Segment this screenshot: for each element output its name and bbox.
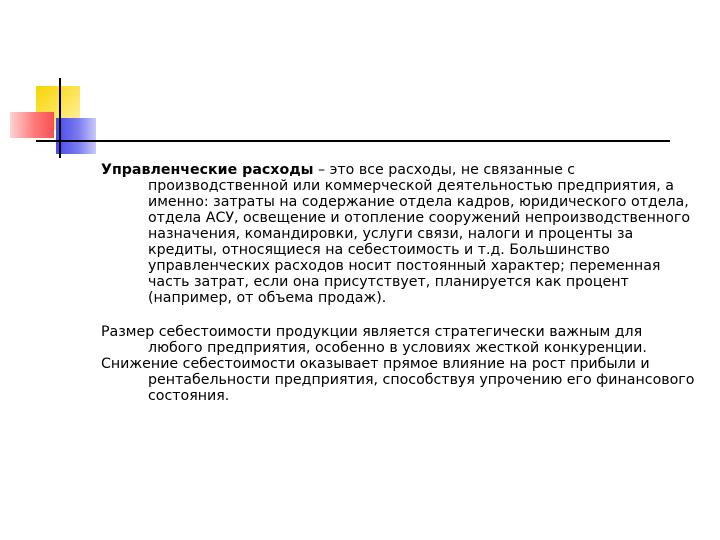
paragraph-cost-importance: Размер себестоимости продукции является стратегически важным для любого предприятия, особенно в условиях жесткой конкуренции. <box>101 324 647 356</box>
paragraph-cost-reduction: Снижение себестоимости оказывает прямое влияние на рост прибыли и рентабельности предприятия, способствуя упрочению его финансового состояния. <box>101 356 695 404</box>
paragraph-definition <box>101 162 701 306</box>
title-divider-line <box>36 140 670 142</box>
definition-text: – это все расходы, не связанные с производственной или коммерческой деятельностью предприятия, а именно: затраты на содержание отдела кадров, юридического отдела, отдела АСУ, освещение и отопление сооружений непроизводственного назначения, командировки, услуги связи, налоги и проценты за кредиты, относящиеся на себестоимость и т.д. Большинство управленческих расходов носит постоянный характер; переменная часть затрат, если она присутствует, планируется как процент (например, от объема продаж). <box>148 162 690 306</box>
decor-red-bar <box>10 112 54 138</box>
slide-body <box>101 162 701 404</box>
decor-blue-square <box>56 118 96 154</box>
decor-vertical-line <box>59 78 61 158</box>
term-bold: Управленческие расходы <box>101 162 314 178</box>
